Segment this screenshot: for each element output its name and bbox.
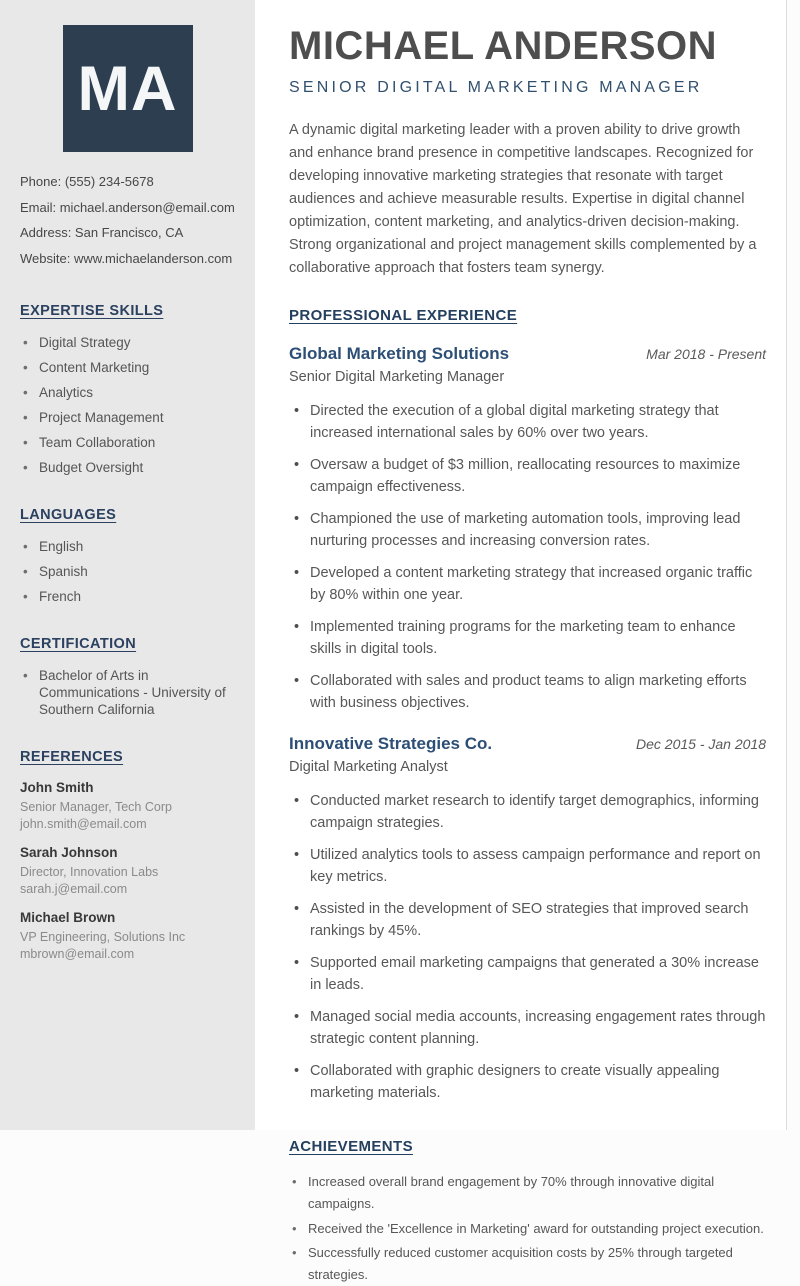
monogram-text: MA [77, 53, 178, 124]
skill-item: • Budget Oversight [20, 459, 235, 476]
company-name: Innovative Strategies Co. [289, 734, 493, 753]
job-bullet: • Oversaw a budget of $3 million, reallocating resources to maximize campaign effectiveness. [289, 455, 766, 498]
contact-email: Email: michael.anderson@email.com [20, 199, 235, 215]
skill-item: • Project Management [20, 409, 235, 426]
job-bullet: • Developed a content marketing strategy that increased organic traffic by 80% within one year. [289, 563, 766, 606]
reference-name: Sarah Johnson [20, 844, 118, 860]
certification-item: • Bachelor of Arts in Communications - University of Southern California [20, 667, 235, 718]
section-title-experience: PROFESSIONAL EXPERIENCE [289, 307, 518, 324]
job-bullet: • Conducted market research to identify target demographics, informing campaign strategies. [289, 791, 766, 834]
reference-name: Michael Brown [20, 909, 116, 925]
job-header [289, 734, 766, 754]
job-bullets [289, 791, 766, 1104]
contact-info [20, 169, 235, 272]
achievement-item: • Increased overall brand engagement by 70% through innovative digital campaigns. [289, 1171, 766, 1215]
job-bullet: • Collaborated with sales and product teams to align marketing efforts with business objectives. [289, 671, 766, 714]
job-role: Digital Marketing Analyst [289, 759, 448, 775]
job-entry [289, 734, 766, 1104]
company-name: Global Marketing Solutions [289, 344, 510, 363]
job-bullet: • Implemented training programs for the marketing team to enhance skills in digital tools. [289, 617, 766, 660]
language-item: • French [20, 588, 235, 605]
languages-list [20, 538, 235, 605]
candidate-headline: SENIOR DIGITAL MARKETING MANAGER [289, 79, 703, 96]
job-bullet: • Managed social media accounts, increasing engagement rates through strategic content planning. [289, 1007, 766, 1050]
reference-email: john.smith@email.com [20, 817, 147, 832]
skills-list [20, 334, 235, 476]
job-entry [289, 344, 766, 714]
certification-list [20, 667, 235, 718]
reference-entry [20, 910, 235, 964]
main-content [255, 0, 786, 1282]
job-header [289, 344, 766, 364]
sidebar [0, 0, 255, 1130]
job-bullet: • Assisted in the development of SEO strategies that improved search rankings by 45%. [289, 899, 766, 942]
skill-item: • Content Marketing [20, 359, 235, 376]
reference-role: Senior Manager, Tech Corp [20, 799, 172, 814]
job-dates: Mar 2018 - Present [646, 346, 766, 362]
section-title-skills: EXPERTISE SKILLS [20, 302, 164, 319]
achievements-list [289, 1171, 766, 1286]
job-bullet: • Collaborated with graphic designers to create visually appealing marketing materials. [289, 1061, 766, 1104]
reference-role: Director, Innovation Labs [20, 864, 159, 879]
reference-email: sarah.j@email.com [20, 882, 128, 897]
candidate-name: MICHAEL ANDERSON [289, 24, 718, 68]
job-dates: Dec 2015 - Jan 2018 [636, 736, 766, 752]
job-bullet: • Championed the use of marketing automation tools, improving lead nurturing processes and increasing conversion rates. [289, 509, 766, 552]
summary-text: A dynamic digital marketing leader with a proven ability to drive growth and enhance brand presence in competitive landscapes. Recognized for developing innovative marketing strategies that resonate with target audiences and achieve measurable results. Expertise in digital channel optimization, content marketing, and analytics-driven decision-making. Strong organizational and project management skills complemented by a collaborative approach that fosters team synergy. [289, 122, 757, 276]
section-title-achievements: ACHIEVEMENTS [289, 1138, 413, 1155]
skill-item: • Analytics [20, 384, 235, 401]
job-bullet: • Supported email marketing campaigns that generated a 30% increase in leads. [289, 953, 766, 996]
job-bullets [289, 401, 766, 714]
language-item: • Spanish [20, 563, 235, 580]
language-item: • English [20, 538, 235, 555]
contact-address: Address: San Francisco, CA [20, 225, 184, 241]
job-bullet: • Utilized analytics tools to assess campaign performance and report on key metrics. [289, 845, 766, 888]
achievement-item: • Received the 'Excellence in Marketing' award for outstanding project execution. [289, 1218, 766, 1240]
reference-entry [20, 780, 235, 834]
skill-item: • Digital Strategy [20, 334, 235, 351]
reference-name: John Smith [20, 779, 94, 795]
contact-website: Website: www.michaelanderson.com [20, 251, 233, 267]
reference-entry [20, 845, 235, 899]
job-role: Senior Digital Marketing Manager [289, 369, 505, 385]
reference-role: VP Engineering, Solutions Inc [20, 929, 186, 944]
section-title-references: REFERENCES [20, 748, 124, 765]
job-bullet: • Directed the execution of a global digital marketing strategy that increased international sales by 60% over two years. [289, 401, 766, 444]
monogram-badge [63, 25, 193, 152]
section-title-certification: CERTIFICATION [20, 635, 137, 652]
skill-item: • Team Collaboration [20, 434, 235, 451]
reference-email: mbrown@email.com [20, 947, 135, 962]
section-title-languages: LANGUAGES [20, 506, 117, 523]
contact-phone: Phone: (555) 234-5678 [20, 174, 154, 189]
achievement-item: • Successfully reduced customer acquisition costs by 25% through targeted strategies. [289, 1242, 766, 1286]
